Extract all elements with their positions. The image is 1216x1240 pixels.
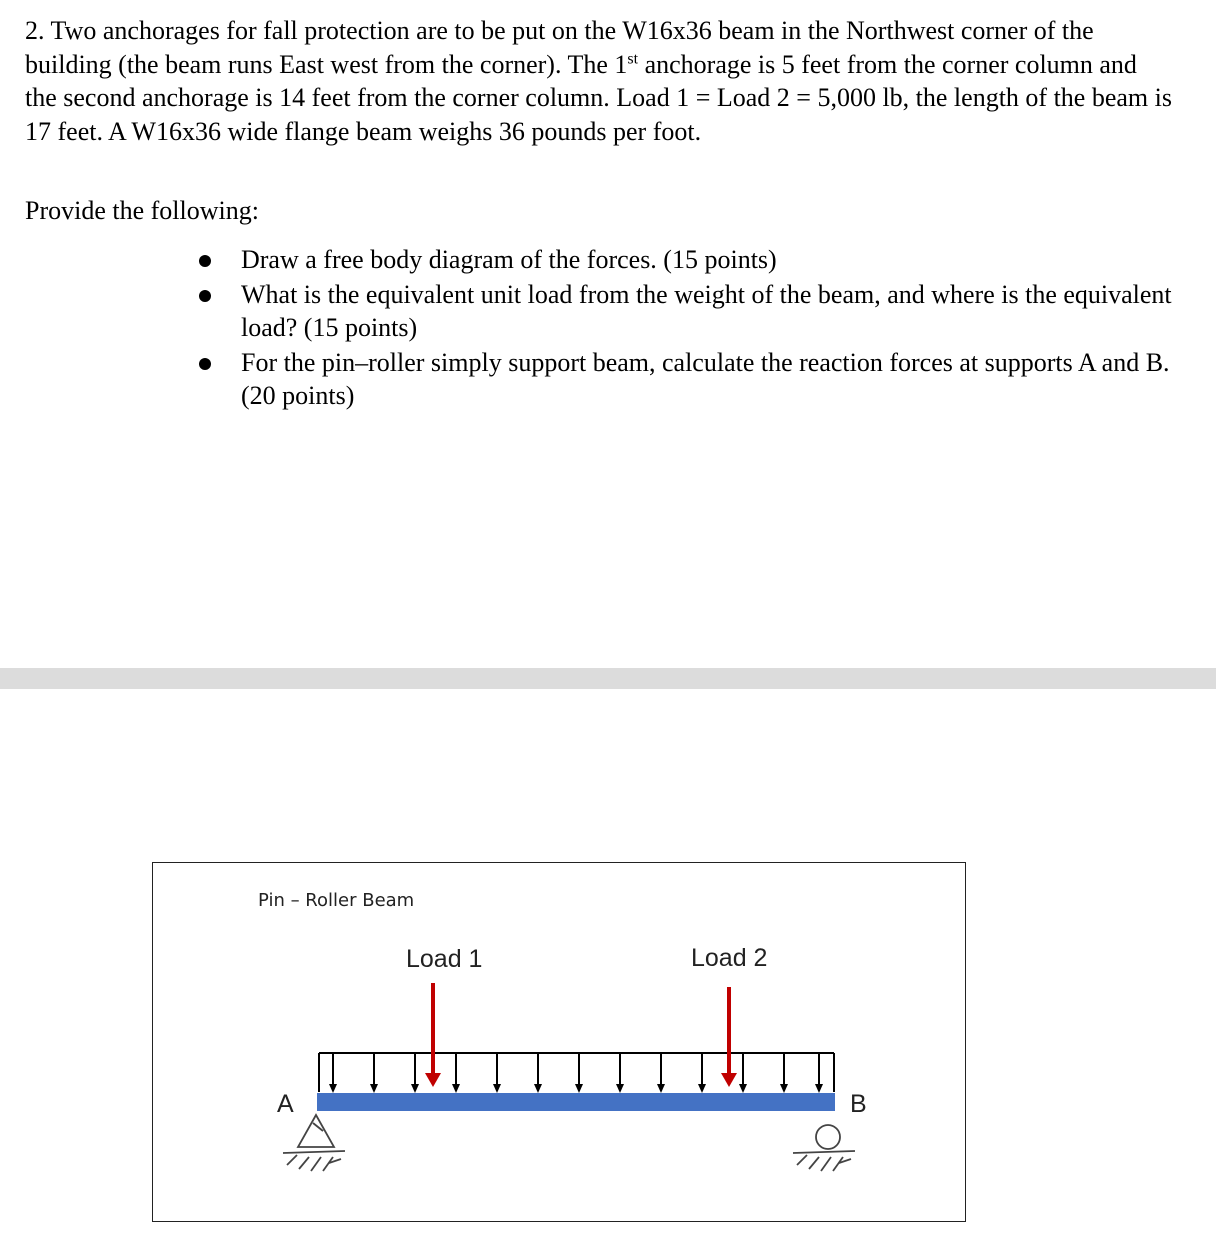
problem-text: 2. Two anchorages for fall protection are to be put on the W16x36 beam in the Northwest corner of the building (the beam runs East west from the corner). The 1 [25,16,1094,79]
task-item [0,278,1190,345]
distributed-load [319,1053,834,1093]
problem-text-continued: anchorage is 5 feet from the corner column and the second anchorage is 14 feet from the corner column. Load 1 = Load 2 = 5,000 lb, the length of the beam is 17 feet. A W16x36 wide flange beam weighs 36 pounds per foot. [25,49,1172,146]
problem-statement [25,14,1175,148]
distributed-load-arrow [452,1054,460,1093]
bullet-icon [199,290,211,302]
support-b-label: B [850,1090,867,1118]
task-item [0,346,1190,413]
distributed-load-arrow [370,1054,378,1093]
load-1-label: Load 1 [406,945,483,973]
distributed-load-arrow [815,1054,823,1093]
task-item [0,243,1190,277]
task-text: For the pin–roller simply support beam, calculate the reaction forces at supports A and B. (20 points) [241,347,1170,410]
distributed-load-arrow [329,1054,337,1093]
pin-support-icon [283,1115,345,1171]
distributed-load-arrow [534,1054,542,1093]
page-divider [0,668,1216,689]
provide-heading: Provide the following: [25,196,259,225]
point-load-1-arrow [425,983,441,1087]
task-text: What is the equivalent unit load from the weight of the beam, and where is the equivalent load? (15 points) [241,279,1172,342]
task-text: Draw a free body diagram of the forces. (15 points) [241,245,777,274]
distributed-load-arrow [780,1054,788,1093]
task-list [0,243,1190,414]
distributed-load-arrow [493,1054,501,1093]
distributed-load-arrow [657,1054,665,1093]
bullet-icon [199,358,211,370]
beam-diagram-svg [153,863,967,1223]
ordinal-superscript: st [627,49,639,67]
load-2-label: Load 2 [691,944,768,972]
beam-diagram [152,862,966,1222]
roller-support-icon [793,1125,855,1171]
distributed-load-arrow [575,1054,583,1093]
distributed-load-arrow [739,1054,747,1093]
point-load-2-arrow [721,987,737,1087]
distributed-load-arrow [616,1054,624,1093]
bullet-icon [199,255,211,267]
distributed-load-arrow [411,1054,419,1093]
support-a-label: A [277,1090,294,1118]
diagram-title: Pin – Roller Beam [258,890,415,911]
beam [317,1093,835,1111]
distributed-load-arrow [698,1054,706,1093]
